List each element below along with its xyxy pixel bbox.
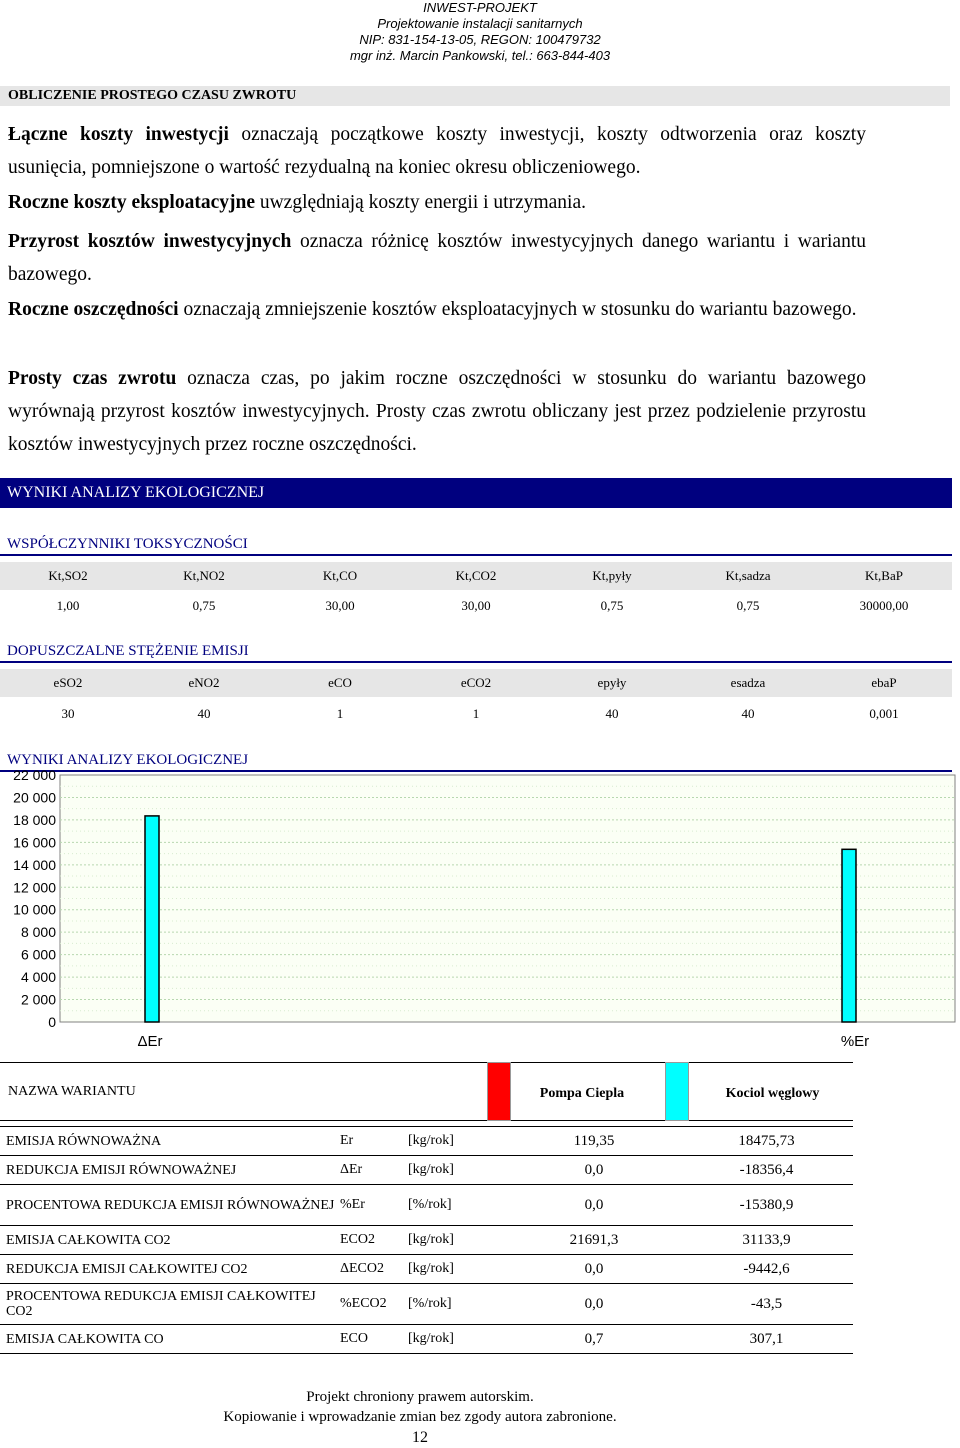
y-tick-label: 20 000 bbox=[13, 789, 56, 806]
emission-value-cell: 40 bbox=[605, 706, 619, 721]
y-tick-label: 14 000 bbox=[13, 856, 56, 873]
paragraph-annual-savings bbox=[8, 293, 866, 326]
table-row bbox=[0, 1127, 853, 1156]
table-row bbox=[0, 1156, 853, 1185]
page-number: 12 bbox=[412, 1429, 428, 1446]
toxicity-value-row bbox=[0, 592, 952, 620]
y-tick-label: 8 000 bbox=[20, 924, 56, 941]
emission-value-cell: 0,001 bbox=[869, 706, 899, 721]
paragraph-payback bbox=[8, 362, 866, 461]
paragraph-term: Roczne koszty eksploatacyjne bbox=[8, 192, 255, 213]
result-value-coal-boiler: -18356,4 bbox=[680, 1156, 853, 1185]
table-row bbox=[0, 1255, 853, 1284]
y-tick-label: 22 000 bbox=[13, 770, 56, 783]
result-value-coal-boiler: -43,5 bbox=[680, 1284, 853, 1325]
result-value-coal-boiler: 31133,9 bbox=[680, 1226, 853, 1255]
company-author: mgr inż. Marcin Pankowski, tel.: 663-844-403 bbox=[349, 48, 611, 63]
paragraph-text: oznacza różnicę kosztów inwestycyjnych danego wariantu i wariantu bazowego. bbox=[8, 231, 866, 285]
variant-name-heat-pump: Pompa Ciepla bbox=[539, 1086, 625, 1101]
result-value-heat-pump: 0,7 bbox=[508, 1325, 680, 1354]
toxicity-title: WSPÓŁCZYNNIKI TOKSYCZNOŚCI bbox=[0, 534, 952, 556]
footer-copyright: Projekt chroniony prawem autorskim. bbox=[306, 1389, 534, 1405]
result-unit: [kg/rok] bbox=[408, 1325, 508, 1354]
result-symbol: %Er bbox=[340, 1185, 408, 1226]
x-category-label: %Er bbox=[840, 1033, 870, 1050]
results-table bbox=[0, 1126, 853, 1354]
bar-1-0 bbox=[145, 816, 159, 1022]
y-tick-label: 0 bbox=[48, 1014, 56, 1030]
result-name: PROCENTOWA REDUKCJA EMISJI RÓWNOWAŻNEJ bbox=[0, 1185, 340, 1226]
emission-limits-value-row bbox=[0, 700, 952, 728]
y-tick-label: 4 000 bbox=[20, 969, 56, 986]
toxicity-value-cell: 0,75 bbox=[192, 598, 216, 613]
result-name: EMISJA CAŁKOWITA CO2 bbox=[0, 1226, 340, 1255]
emission-header-cell: eNO2 bbox=[188, 675, 220, 690]
emission-header-cell: ebaP bbox=[871, 675, 897, 690]
y-tick-label: 6 000 bbox=[20, 946, 56, 963]
emission-header-cell: epyły bbox=[597, 675, 627, 690]
paragraph-term: Roczne oszczędności bbox=[8, 299, 179, 320]
y-tick-label: 2 000 bbox=[20, 991, 56, 1008]
table-row bbox=[0, 1226, 853, 1255]
result-symbol: ECO bbox=[340, 1325, 408, 1354]
result-value-heat-pump: 0,0 bbox=[508, 1185, 680, 1226]
footer-notice: Kopiowanie i wprowadzanie zmian bez zgody autora zabronione. bbox=[223, 1409, 617, 1425]
result-value-coal-boiler: 18475,73 bbox=[680, 1127, 853, 1156]
eco-header: WYNIKI ANALIZY EKOLOGICZNEJ bbox=[0, 478, 952, 508]
result-value-heat-pump: 0,0 bbox=[508, 1255, 680, 1284]
toxicity-header-cell: Kt,SO2 bbox=[48, 568, 88, 583]
emission-header-cell: esadza bbox=[730, 675, 766, 690]
toxicity-header-cell: Kt,BaP bbox=[865, 568, 903, 583]
company-ids: NIP: 831-154-13-05, REGON: 100479732 bbox=[359, 32, 601, 47]
result-unit: [kg/rok] bbox=[408, 1255, 508, 1284]
toxicity-header-cell: Kt,sadza bbox=[725, 568, 771, 583]
result-value-coal-boiler: -15380,9 bbox=[680, 1185, 853, 1226]
table-row bbox=[0, 1325, 853, 1354]
toxicity-header-cell: Kt,NO2 bbox=[183, 568, 225, 583]
result-unit: [%/rok] bbox=[408, 1185, 508, 1226]
toxicity-header-cell: Kt,CO2 bbox=[455, 568, 497, 583]
company-name: INWEST-PROJEKT bbox=[423, 0, 537, 15]
company-service: Projektowanie instalacji sanitarnych bbox=[377, 16, 583, 31]
result-symbol: Er bbox=[340, 1127, 408, 1156]
emission-limits-header-row bbox=[0, 669, 952, 697]
emission-value-cell: 30 bbox=[61, 706, 75, 721]
section-title: OBLICZENIE PROSTEGO CZASU ZWROTU bbox=[0, 86, 950, 106]
variants-legend bbox=[0, 1062, 960, 1122]
paragraph-text: oznacza czas, po jakim roczne oszczędności w stosunku do wariantu bazowego wyrównają przyrost kosztów inwestycyjnych. Prosty czas zwrotu obliczany jest przez podzielenie przyrostu kosztów inwestycyjnych przez roczne oszczędności. bbox=[8, 368, 866, 455]
paragraph-term: Przyrost kosztów inwestycyjnych bbox=[8, 231, 292, 252]
toxicity-value-cell: 0,75 bbox=[600, 598, 624, 613]
toxicity-header-row bbox=[0, 562, 952, 590]
emission-header-cell: eCO2 bbox=[460, 675, 492, 690]
result-value-heat-pump: 0,0 bbox=[508, 1284, 680, 1325]
paragraph-term: Łączne koszty inwestycji bbox=[8, 124, 229, 145]
y-tick-label: 16 000 bbox=[13, 834, 56, 851]
variant-label: NAZWA WARIANTU bbox=[8, 1084, 136, 1099]
emission-value-cell: 40 bbox=[741, 706, 755, 721]
result-unit: [kg/rok] bbox=[408, 1127, 508, 1156]
paragraph-total-costs bbox=[8, 118, 866, 184]
result-symbol: ΔEr bbox=[340, 1156, 408, 1185]
x-category-label: ΔEr bbox=[137, 1033, 163, 1050]
ecological-bar-chart bbox=[0, 770, 960, 1060]
result-symbol: %ECO2 bbox=[340, 1284, 408, 1325]
result-symbol: ECO2 bbox=[340, 1226, 408, 1255]
variant-swatch-heat-pump bbox=[487, 1062, 511, 1121]
result-value-heat-pump: 0,0 bbox=[508, 1156, 680, 1185]
result-value-coal-boiler: -9442,6 bbox=[680, 1255, 853, 1284]
result-value-heat-pump: 21691,3 bbox=[508, 1226, 680, 1255]
result-symbol: ΔECO2 bbox=[340, 1255, 408, 1284]
result-unit: [kg/rok] bbox=[408, 1226, 508, 1255]
bar-1-1 bbox=[842, 849, 856, 1022]
paragraph-text: oznaczają początkowe koszty inwestycji, koszty odtworzenia oraz koszty usunięcia, pomniejszone o wartość rezydualną na koniec okresu obliczeniowego. bbox=[8, 124, 866, 178]
emission-value-cell: 1 bbox=[336, 706, 344, 721]
result-unit: [kg/rok] bbox=[408, 1156, 508, 1185]
toxicity-value-cell: 1,00 bbox=[56, 598, 80, 613]
result-name: EMISJA CAŁKOWITA CO bbox=[0, 1325, 340, 1354]
table-row bbox=[0, 1284, 853, 1325]
variant-swatch-coal-boiler bbox=[665, 1062, 689, 1121]
result-name: EMISJA RÓWNOWAŻNA bbox=[0, 1127, 340, 1156]
chart-section-title: WYNIKI ANALIZY EKOLOGICZNEJ bbox=[0, 750, 952, 772]
emission-value-cell: 40 bbox=[197, 706, 211, 721]
emission-header-cell: eSO2 bbox=[53, 675, 83, 690]
toxicity-header-cell: Kt,CO bbox=[322, 568, 358, 583]
emission-limits-title: DOPUSZCZALNE STĘŻENIE EMISJI bbox=[0, 641, 952, 663]
emission-header-cell: eCO bbox=[328, 675, 352, 690]
result-name: PROCENTOWA REDUKCJA EMISJI CAŁKOWITEJ CO2 bbox=[0, 1284, 340, 1325]
result-name: REDUKCJA EMISJI CAŁKOWITEJ CO2 bbox=[0, 1255, 340, 1284]
table-row bbox=[0, 1185, 853, 1226]
paragraph-operating-costs bbox=[8, 186, 866, 219]
paragraph-investment-increase bbox=[8, 225, 866, 291]
emission-value-cell: 1 bbox=[472, 706, 480, 721]
result-value-coal-boiler: 307,1 bbox=[680, 1325, 853, 1354]
result-value-heat-pump: 119,35 bbox=[508, 1127, 680, 1156]
result-name: REDUKCJA EMISJI RÓWNOWAŻNEJ bbox=[0, 1156, 340, 1185]
paragraph-text: uwzględniają koszty energii i utrzymania. bbox=[254, 192, 587, 213]
toxicity-value-cell: 30,00 bbox=[461, 598, 491, 613]
paragraph-term: Prosty czas zwrotu bbox=[8, 368, 177, 389]
toxicity-header-cell: Kt,pyły bbox=[592, 568, 632, 583]
paragraph-text: oznaczają zmniejszenie kosztów eksploatacyjnych w stosunku do wariantu bazowego. bbox=[178, 299, 857, 320]
toxicity-value-cell: 0,75 bbox=[736, 598, 760, 613]
toxicity-value-cell: 30000,00 bbox=[859, 598, 909, 613]
y-tick-label: 18 000 bbox=[13, 811, 56, 828]
result-unit: [%/rok] bbox=[408, 1284, 508, 1325]
toxicity-value-cell: 30,00 bbox=[325, 598, 355, 613]
variant-name-coal-boiler: Kociol węglowy bbox=[725, 1086, 820, 1101]
y-tick-label: 10 000 bbox=[13, 901, 56, 918]
y-tick-label: 12 000 bbox=[13, 879, 56, 896]
